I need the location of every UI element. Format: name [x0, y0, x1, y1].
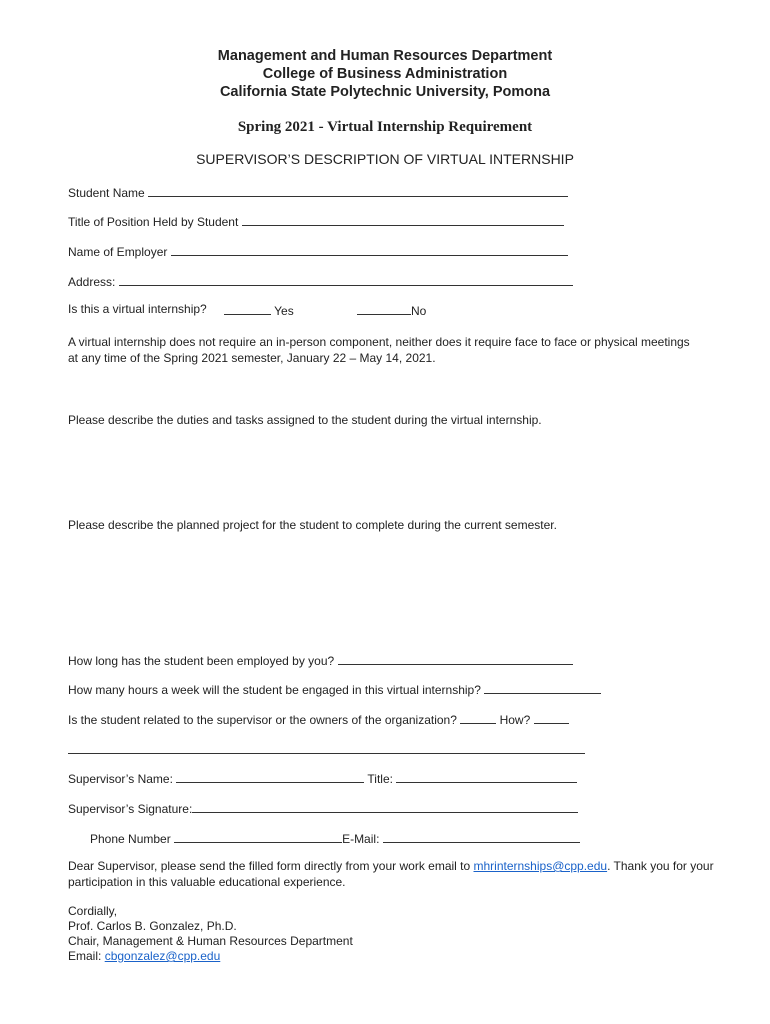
signer-email-label: Email: — [68, 949, 105, 963]
yes-label: Yes — [274, 304, 294, 318]
supervisor-signature-field — [68, 800, 578, 817]
position-title-field — [68, 213, 564, 230]
supervisor-name-blank[interactable] — [176, 770, 364, 783]
supervisor-title-blank[interactable] — [396, 770, 577, 783]
no-label: No — [411, 304, 427, 318]
signer-email — [68, 949, 220, 964]
related-blank[interactable] — [460, 711, 496, 724]
explanation-line — [68, 741, 585, 758]
email-blank[interactable] — [383, 830, 580, 843]
university-heading: California State Polytechnic University, Pomona — [219, 84, 551, 100]
hours-label: How many hours a week will the student be engaged in this virtual internship? — [68, 683, 481, 697]
supervisor-signature-blank[interactable] — [192, 800, 578, 813]
virtual-question — [68, 302, 468, 317]
employer-label: Name of Employer — [68, 245, 168, 259]
signer-name: Prof. Carlos B. Gonzalez, Ph.D. — [68, 919, 237, 933]
related-question — [68, 711, 569, 728]
phone-blank[interactable] — [174, 830, 342, 843]
address-label: Address: — [68, 275, 116, 289]
term-heading: Spring 2021 - Virtual Internship Requirement — [237, 119, 533, 135]
employment-length-question — [68, 652, 573, 669]
phone-label: Phone Number — [90, 832, 171, 846]
note-line-1: A virtual internship does not require an in-person component, neither does it require face to face or physical meetings — [68, 335, 690, 349]
how-label: How? — [499, 713, 531, 727]
explanation-blank[interactable] — [68, 741, 585, 754]
how-blank[interactable] — [534, 711, 569, 724]
hours-blank[interactable] — [484, 681, 601, 694]
virtual-question-label: Is this a virtual internship? — [68, 302, 207, 316]
employment-length-blank[interactable] — [338, 652, 573, 665]
hours-question — [68, 681, 601, 698]
closing-text: Dear Supervisor, please send the filled form directly from your work email to — [68, 859, 474, 873]
project-prompt: Please describe the planned project for the student to complete during the current semester. — [68, 518, 557, 532]
college-heading: College of Business Administration — [262, 66, 508, 82]
signer-email-link[interactable]: cbgonzalez@cpp.edu — [104, 949, 221, 963]
department-heading: Management and Human Resources Department — [217, 48, 553, 64]
cordially: Cordially, — [68, 904, 118, 918]
student-name-field — [68, 184, 568, 201]
closing-line-2: participation in this valuable educational experience. — [68, 875, 346, 889]
closing-line-1 — [68, 859, 714, 874]
position-title-label: Title of Position Held by Student — [68, 215, 239, 229]
supervisor-signature-label: Supervisor’s Signature: — [68, 802, 193, 816]
student-name-label: Student Name — [68, 186, 145, 200]
position-title-blank[interactable] — [242, 213, 564, 226]
employer-field — [68, 243, 568, 260]
supervisor-name-label: Supervisor’s Name: — [68, 772, 173, 786]
contact-field — [90, 830, 580, 847]
related-label: Is the student related to the supervisor or the owners of the organization? — [68, 713, 457, 727]
form-title: SUPERVISOR’S DESCRIPTION OF VIRTUAL INTERNSHIP — [196, 151, 574, 167]
internships-email-link[interactable]: mhrinternships@cpp.edu — [473, 859, 608, 873]
note-line-2: at any time of the Spring 2021 semester, January 22 – May 14, 2021. — [68, 351, 436, 365]
closing-text-end: . Thank you for your — [607, 859, 714, 873]
duties-prompt: Please describe the duties and tasks assigned to the student during the virtual internship. — [68, 413, 542, 427]
email-label: E-Mail: — [342, 832, 380, 846]
student-name-blank[interactable] — [148, 184, 568, 197]
supervisor-title-label: Title: — [367, 772, 393, 786]
supervisor-name-field — [68, 770, 577, 787]
employer-blank[interactable] — [171, 243, 568, 256]
address-field — [68, 273, 573, 290]
signer-role: Chair, Management & Human Resources Department — [68, 934, 353, 948]
yes-blank[interactable] — [224, 302, 271, 315]
no-blank[interactable] — [357, 302, 411, 315]
employment-length-label: How long has the student been employed by you? — [68, 654, 335, 668]
address-blank[interactable] — [119, 273, 573, 286]
